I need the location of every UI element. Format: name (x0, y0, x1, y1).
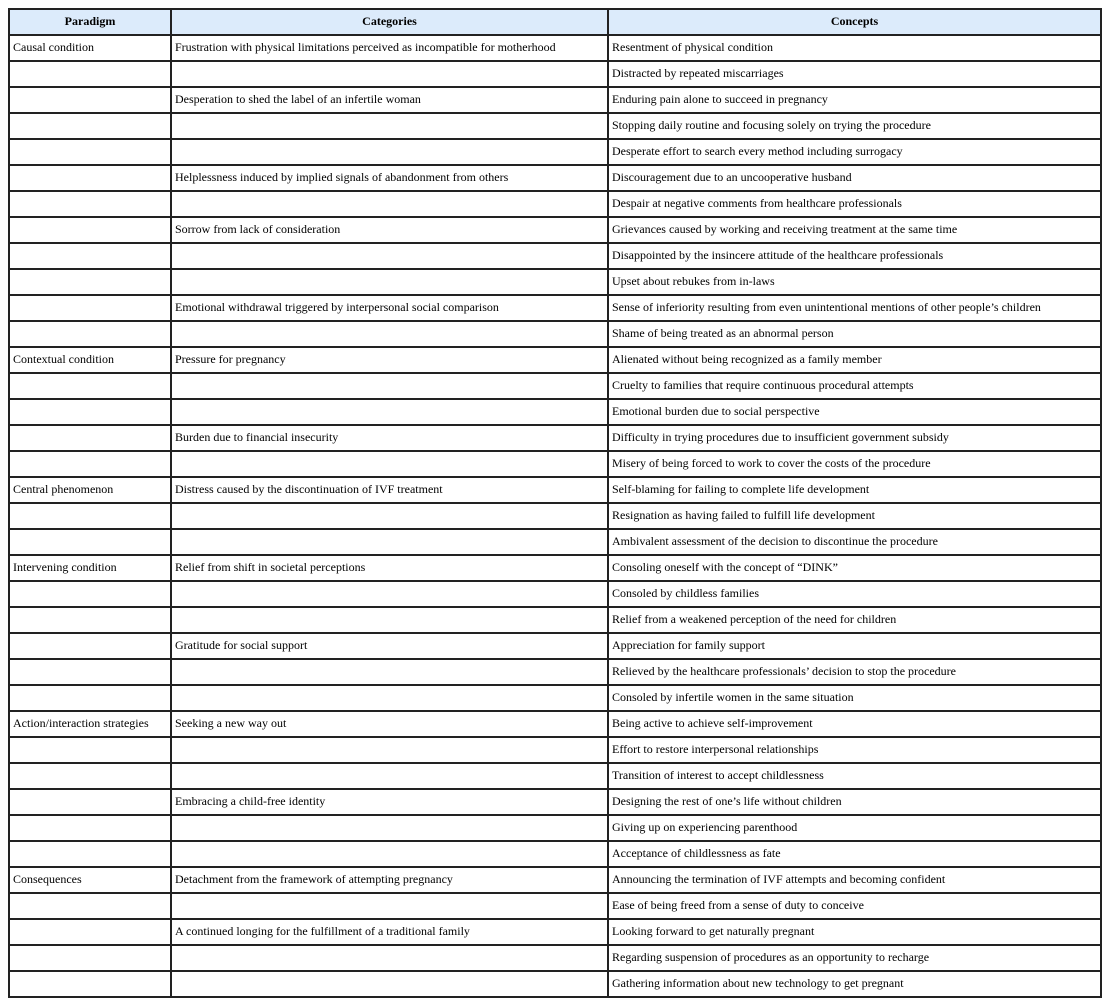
table-row (9, 165, 1101, 191)
table-row (9, 659, 1101, 685)
category-cell: Embracing a child-free identity (171, 789, 608, 815)
paradigm-cell (9, 945, 171, 971)
paradigm-cell (9, 113, 171, 139)
category-cell (171, 815, 608, 841)
concept-cell: Acceptance of childlessness as fate (608, 841, 1101, 867)
paradigm-table (8, 8, 1102, 998)
table-row (9, 139, 1101, 165)
paradigm-cell (9, 243, 171, 269)
paradigm-cell (9, 581, 171, 607)
paradigm-cell (9, 919, 171, 945)
table-row (9, 893, 1101, 919)
concept-cell: Despair at negative comments from healthcare professionals (608, 191, 1101, 217)
category-cell: Relief from shift in societal perceptions (171, 555, 608, 581)
concept-cell: Shame of being treated as an abnormal person (608, 321, 1101, 347)
header-concepts: Concepts (608, 9, 1101, 35)
concept-cell: Gathering information about new technology to get pregnant (608, 971, 1101, 997)
paradigm-cell (9, 217, 171, 243)
concept-cell: Relief from a weakened perception of the need for children (608, 607, 1101, 633)
category-cell (171, 763, 608, 789)
paradigm-cell (9, 61, 171, 87)
category-cell: Distress caused by the discontinuation of IVF treatment (171, 477, 608, 503)
category-cell (171, 737, 608, 763)
table-row (9, 191, 1101, 217)
category-cell (171, 607, 608, 633)
paradigm-cell (9, 165, 171, 191)
category-cell (171, 893, 608, 919)
category-cell (171, 373, 608, 399)
table-row (9, 711, 1101, 737)
category-cell: Sorrow from lack of consideration (171, 217, 608, 243)
header-categories: Categories (171, 9, 608, 35)
concept-cell: Giving up on experiencing parenthood (608, 815, 1101, 841)
category-cell (171, 503, 608, 529)
category-cell: Detachment from the framework of attempting pregnancy (171, 867, 608, 893)
category-cell (171, 971, 608, 997)
concept-cell: Consoled by infertile women in the same situation (608, 685, 1101, 711)
category-cell: Pressure for pregnancy (171, 347, 608, 373)
paradigm-cell (9, 971, 171, 997)
paradigm-cell (9, 295, 171, 321)
table-row (9, 451, 1101, 477)
table-row (9, 425, 1101, 451)
paradigm-cell (9, 399, 171, 425)
table-row (9, 971, 1101, 997)
paradigm-cell (9, 321, 171, 347)
category-cell (171, 243, 608, 269)
concept-cell: Enduring pain alone to succeed in pregnancy (608, 87, 1101, 113)
category-cell: Gratitude for social support (171, 633, 608, 659)
table-row (9, 581, 1101, 607)
paradigm-cell: Action/interaction strategies (9, 711, 171, 737)
concept-cell: Transition of interest to accept childlessness (608, 763, 1101, 789)
paradigm-cell (9, 763, 171, 789)
table-row (9, 477, 1101, 503)
concept-cell: Grievances caused by working and receiving treatment at the same time (608, 217, 1101, 243)
concept-cell: Alienated without being recognized as a family member (608, 347, 1101, 373)
category-cell: A continued longing for the fulfillment of a traditional family (171, 919, 608, 945)
paradigm-cell (9, 607, 171, 633)
table-row (9, 529, 1101, 555)
paradigm-cell: Causal condition (9, 35, 171, 61)
concept-cell: Ease of being freed from a sense of duty to conceive (608, 893, 1101, 919)
table-row (9, 919, 1101, 945)
category-cell (171, 945, 608, 971)
concept-cell: Announcing the termination of IVF attempts and becoming confident (608, 867, 1101, 893)
category-cell (171, 529, 608, 555)
table-row (9, 685, 1101, 711)
paradigm-cell (9, 425, 171, 451)
paradigm-cell (9, 737, 171, 763)
table-row (9, 945, 1101, 971)
concept-cell: Difficulty in trying procedures due to insufficient government subsidy (608, 425, 1101, 451)
paradigm-cell (9, 373, 171, 399)
paradigm-cell (9, 451, 171, 477)
concept-cell: Misery of being forced to work to cover the costs of the procedure (608, 451, 1101, 477)
paradigm-cell: Contextual condition (9, 347, 171, 373)
table-row (9, 841, 1101, 867)
paradigm-cell (9, 789, 171, 815)
concept-cell: Resignation as having failed to fulfill life development (608, 503, 1101, 529)
category-cell (171, 139, 608, 165)
concept-cell: Effort to restore interpersonal relationships (608, 737, 1101, 763)
table-body (9, 35, 1101, 997)
category-cell (171, 61, 608, 87)
category-cell (171, 269, 608, 295)
table-row (9, 763, 1101, 789)
concept-cell: Being active to achieve self-improvement (608, 711, 1101, 737)
paradigm-cell (9, 503, 171, 529)
header-paradigm: Paradigm (9, 9, 171, 35)
concept-cell: Ambivalent assessment of the decision to discontinue the procedure (608, 529, 1101, 555)
concept-cell: Consoling oneself with the concept of “DINK” (608, 555, 1101, 581)
paradigm-cell (9, 191, 171, 217)
concept-cell: Designing the rest of one’s life without children (608, 789, 1101, 815)
paradigm-cell (9, 893, 171, 919)
table-row (9, 737, 1101, 763)
paradigm-cell (9, 139, 171, 165)
table-row (9, 373, 1101, 399)
concept-cell: Sense of inferiority resulting from even unintentional mentions of other people’s children (608, 295, 1101, 321)
table-row (9, 321, 1101, 347)
table-row (9, 555, 1101, 581)
concept-cell: Self-blaming for failing to complete life development (608, 477, 1101, 503)
category-cell: Burden due to financial insecurity (171, 425, 608, 451)
paradigm-cell (9, 529, 171, 555)
category-cell (171, 321, 608, 347)
table-row (9, 867, 1101, 893)
table-row (9, 61, 1101, 87)
paradigm-cell (9, 815, 171, 841)
table-row (9, 35, 1101, 61)
table-row (9, 789, 1101, 815)
concept-cell: Appreciation for family support (608, 633, 1101, 659)
category-cell (171, 451, 608, 477)
concept-cell: Stopping daily routine and focusing solely on trying the procedure (608, 113, 1101, 139)
concept-cell: Resentment of physical condition (608, 35, 1101, 61)
table-row (9, 815, 1101, 841)
table-row (9, 607, 1101, 633)
table-row (9, 113, 1101, 139)
category-cell (171, 685, 608, 711)
paradigm-cell (9, 659, 171, 685)
category-cell (171, 581, 608, 607)
paradigm-cell (9, 841, 171, 867)
header-row (9, 9, 1101, 35)
category-cell (171, 399, 608, 425)
category-cell: Seeking a new way out (171, 711, 608, 737)
paradigm-cell (9, 269, 171, 295)
table-row (9, 243, 1101, 269)
paradigm-cell (9, 685, 171, 711)
concept-cell: Cruelty to families that require continuous procedural attempts (608, 373, 1101, 399)
category-cell (171, 841, 608, 867)
table-row (9, 633, 1101, 659)
concept-cell: Looking forward to get naturally pregnant (608, 919, 1101, 945)
concept-cell: Consoled by childless families (608, 581, 1101, 607)
table-row (9, 87, 1101, 113)
concept-cell: Emotional burden due to social perspective (608, 399, 1101, 425)
concept-cell: Upset about rebukes from in-laws (608, 269, 1101, 295)
category-cell: Helplessness induced by implied signals of abandonment from others (171, 165, 608, 191)
category-cell: Desperation to shed the label of an infertile woman (171, 87, 608, 113)
concept-cell: Regarding suspension of procedures as an opportunity to recharge (608, 945, 1101, 971)
table-row (9, 269, 1101, 295)
table-row (9, 347, 1101, 373)
paradigm-cell: Central phenomenon (9, 477, 171, 503)
paradigm-cell: Consequences (9, 867, 171, 893)
paradigm-cell: Intervening condition (9, 555, 171, 581)
table-row (9, 217, 1101, 243)
table-row (9, 399, 1101, 425)
paradigm-cell (9, 633, 171, 659)
category-cell (171, 113, 608, 139)
concept-cell: Distracted by repeated miscarriages (608, 61, 1101, 87)
category-cell: Emotional withdrawal triggered by interpersonal social comparison (171, 295, 608, 321)
category-cell: Frustration with physical limitations perceived as incompatible for motherhood (171, 35, 608, 61)
concept-cell: Desperate effort to search every method including surrogacy (608, 139, 1101, 165)
paradigm-cell (9, 87, 171, 113)
category-cell (171, 191, 608, 217)
table-row (9, 503, 1101, 529)
concept-cell: Discouragement due to an uncooperative husband (608, 165, 1101, 191)
table-row (9, 295, 1101, 321)
concept-cell: Disappointed by the insincere attitude of the healthcare professionals (608, 243, 1101, 269)
concept-cell: Relieved by the healthcare professionals’ decision to stop the procedure (608, 659, 1101, 685)
category-cell (171, 659, 608, 685)
